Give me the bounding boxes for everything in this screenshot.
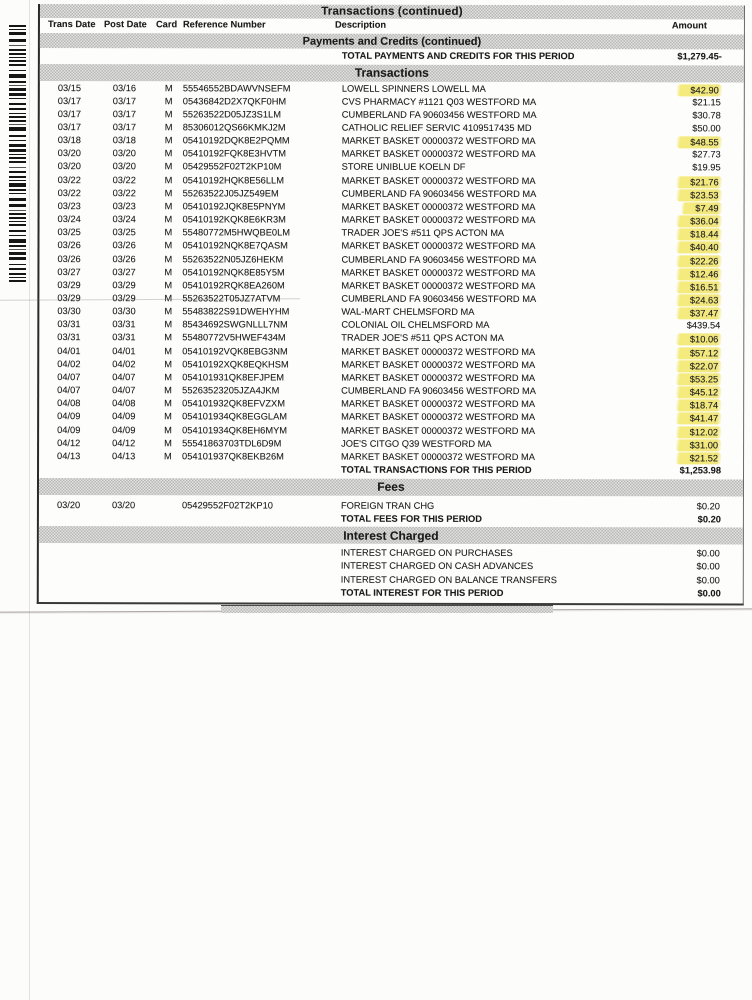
reference-number: 05429552F02T2KP10 <box>181 499 273 511</box>
amount-highlighted: $37.47 <box>676 307 721 319</box>
description: MARKET BASKET 00000372 WESTFORD MA <box>341 398 536 410</box>
amount <box>676 400 721 412</box>
trans-date: 03/20 <box>57 148 81 159</box>
amount <box>676 255 721 267</box>
post-date: 03/18 <box>112 135 136 146</box>
post-date: 04/02 <box>112 358 136 369</box>
amount-value: $0.00 <box>696 574 720 585</box>
description: JOE'S CITGO Q39 WESTFORD MA <box>341 438 492 449</box>
trans-date: 03/17 <box>57 108 82 119</box>
reference-number: 55483822S91DWEHYHM <box>182 306 290 317</box>
post-date: 03/22 <box>112 187 136 198</box>
description: MARKET BASKET 00000372 WESTFORD MA <box>341 412 536 423</box>
card-code: M <box>164 319 173 330</box>
reference-number: 55263522D05JZ3S1LM <box>182 109 281 120</box>
trans-date: 03/31 <box>57 332 81 343</box>
amount <box>676 360 721 372</box>
reference-number: 054101934QK8EH6MYM <box>182 424 288 436</box>
amount-highlighted: $16.51 <box>676 281 721 293</box>
reference-number: 05410192KQK8E6KR3M <box>182 214 286 225</box>
card-code: M <box>164 109 173 120</box>
card-code: M <box>164 201 173 212</box>
reference-number: 55541863703TDL6D9M <box>182 438 282 449</box>
amount <box>676 452 721 464</box>
post-date: 03/20 <box>112 161 136 172</box>
description: FOREIGN TRAN CHG <box>340 500 435 511</box>
amount <box>676 307 721 319</box>
amount-highlighted: $12.02 <box>676 426 721 438</box>
trans-date: 04/12 <box>57 437 81 448</box>
interest-total-label: TOTAL INTEREST FOR THIS PERIOD <box>340 587 504 598</box>
description: MARKET BASKET 00000372 WESTFORD MA <box>341 451 536 462</box>
reference-number: 054101931QK8EFJPEM <box>182 372 285 383</box>
amount <box>676 268 721 280</box>
card-code: M <box>164 240 173 251</box>
amount-highlighted: $12.46 <box>676 268 721 280</box>
description: MARKET BASKET 00000372 WESTFORD MA <box>341 241 536 252</box>
trans-date: 03/27 <box>57 266 81 277</box>
reference-number: 054101932QK8EFVZXM <box>182 398 286 409</box>
trans-date: 03/26 <box>57 253 81 264</box>
post-date: 03/31 <box>112 319 136 330</box>
trans-date: 03/29 <box>57 279 81 290</box>
card-code: M <box>164 188 173 199</box>
post-date: 04/01 <box>112 345 136 356</box>
reference-number: 054101934QK8EGGLAM <box>182 411 288 422</box>
post-date: 04/12 <box>112 437 136 448</box>
section-heading-payments: Payments and Credits (continued) <box>40 33 744 49</box>
trans-date: 04/07 <box>57 371 81 383</box>
amount <box>686 321 722 331</box>
amount <box>691 163 721 173</box>
card-code: M <box>164 359 173 370</box>
section-heading-fees: Fees <box>39 478 743 496</box>
post-date: 03/20 <box>112 148 136 159</box>
description: LOWELL SPINNERS LOWELL MA <box>341 83 486 94</box>
description: CUMBERLAND FA 90603456 WESTFORD MA <box>341 254 537 265</box>
reference-number: 05429552F02T2KP10M <box>182 161 282 172</box>
reference-number: 05436842D2X7QKF0HM <box>182 95 287 107</box>
trans-date: 03/20 <box>57 161 81 172</box>
trans-date: 03/22 <box>57 174 81 185</box>
description: CUMBERLAND FA 90603456 WESTFORD MA <box>341 188 537 199</box>
reference-number: 05410192NQK8E85Y5M <box>182 266 285 278</box>
description: MARKET BASKET 00000372 WESTFORD MA <box>341 214 536 226</box>
trans-date: 03/23 <box>57 200 81 211</box>
amount <box>691 150 721 160</box>
amount <box>676 242 721 254</box>
trans-date: 03/24 <box>57 214 81 225</box>
trans-date: 04/02 <box>57 358 81 369</box>
post-date: 03/24 <box>112 214 136 225</box>
reference-number: 05410192XQK8EQKHSM <box>182 359 289 370</box>
card-code: M <box>164 161 173 172</box>
amount <box>676 136 721 148</box>
post-date: 03/27 <box>112 266 136 277</box>
trans-date: 03/30 <box>57 306 81 317</box>
amount <box>676 229 721 241</box>
reference-number: 05410192VQK8EBG3NM <box>182 345 288 357</box>
amount <box>691 97 721 107</box>
amount-highlighted: $45.12 <box>676 386 721 398</box>
page-title-text: Transactions (continued) <box>321 5 463 18</box>
card-code: M <box>164 385 172 396</box>
reference-number: 55546552BDAWVNSEFM <box>182 82 291 94</box>
post-date: 04/09 <box>112 424 136 435</box>
reference-number: 55263523205JZA4JKM <box>182 385 280 396</box>
reference-number: 55480772V5HWEF434M <box>182 332 286 343</box>
card-code: M <box>164 332 173 343</box>
transactions-total-row <box>39 463 743 478</box>
description: INTEREST CHARGED ON CASH ADVANCES <box>340 560 534 572</box>
trans-date: 03/29 <box>57 293 81 304</box>
column-header-row <box>40 18 744 33</box>
post-date: 03/16 <box>112 82 137 93</box>
amount <box>681 202 721 214</box>
reference-number: 05410192DQK8E2PQMM <box>182 135 290 146</box>
amount <box>676 426 721 438</box>
payments-total-label: TOTAL PAYMENTS AND CREDITS FOR THIS PERIOD <box>341 50 575 62</box>
amount-highlighted: $42.90 <box>676 84 721 96</box>
post-date: 03/20 <box>111 499 136 510</box>
amount <box>691 110 721 120</box>
amount <box>676 334 721 346</box>
amount-highlighted: $18.44 <box>676 229 721 241</box>
post-date: 03/17 <box>112 95 137 106</box>
amount <box>676 294 721 306</box>
card-code: M <box>164 306 173 317</box>
post-date: 04/07 <box>112 372 136 383</box>
amount-highlighted: $23.53 <box>676 189 721 201</box>
amount <box>676 215 721 227</box>
col-header-description: Description <box>334 19 387 30</box>
interest-list <box>39 546 743 587</box>
trans-date: 04/01 <box>57 345 81 356</box>
amount-highlighted: $18.74 <box>676 400 721 412</box>
amount <box>676 413 721 425</box>
reference-number: 05410192FQK8E3HVTM <box>182 148 287 159</box>
post-date: 03/25 <box>112 227 136 238</box>
amount <box>696 549 721 559</box>
amount <box>676 373 721 385</box>
trans-date: 03/31 <box>57 319 81 330</box>
interest-total-amount: $0.00 <box>697 588 721 599</box>
amount-highlighted: $21.52 <box>676 452 721 464</box>
reference-number: 05410192NQK8E7QASM <box>182 240 288 251</box>
card-code: M <box>164 135 173 146</box>
amount-value: $27.73 <box>692 149 721 160</box>
post-date: 03/29 <box>112 293 136 304</box>
amount-value: $0.00 <box>696 561 720 572</box>
transactions-list <box>39 82 744 465</box>
amount <box>676 189 721 201</box>
card-code: M <box>164 214 173 225</box>
trans-date: 04/09 <box>57 424 81 435</box>
post-date: 03/26 <box>112 253 136 264</box>
fees-total-label: TOTAL FEES FOR THIS PERIOD <box>340 513 482 524</box>
amount-highlighted: $22.26 <box>676 255 721 267</box>
reference-number: 55263522J05JZ549EM <box>182 188 279 199</box>
trans-date: 03/26 <box>57 240 81 251</box>
description: INTEREST CHARGED ON PURCHASES <box>340 547 513 559</box>
post-date: 03/31 <box>112 332 136 343</box>
description: MARKET BASKET 00000372 WESTFORD MA <box>341 267 536 278</box>
post-date: 03/17 <box>112 122 137 133</box>
description: MARKET BASKET 00000372 WESTFORD MA <box>341 175 536 186</box>
statement-table <box>37 4 745 606</box>
fees-total-amount: $0.20 <box>697 514 721 525</box>
amount-value: $21.15 <box>692 97 721 108</box>
trans-date: 03/22 <box>57 187 81 198</box>
reference-number: 05410192JQK8E5PNYM <box>182 201 286 212</box>
description: CUMBERLAND FA 90603456 WESTFORD MA <box>341 293 537 305</box>
description: STORE UNIBLUE KOELN DF <box>341 162 466 173</box>
amount <box>676 281 721 293</box>
transactions-total-label: TOTAL TRANSACTIONS FOR THIS PERIOD <box>341 464 532 476</box>
description: CATHOLIC RELIEF SERVIC 4109517435 MD <box>341 122 532 134</box>
col-header-reference: Reference Number <box>182 19 266 30</box>
description: MARKET BASKET 00000372 WESTFORD MA <box>341 346 536 357</box>
card-code: M <box>164 424 172 435</box>
post-date: 03/29 <box>112 280 136 291</box>
reference-number: 55263522N05JZ6HEKM <box>182 253 284 265</box>
reference-number: 05410192HQK8E56LLM <box>182 174 284 186</box>
card-code: M <box>164 266 173 277</box>
card-code: M <box>164 411 172 422</box>
col-header-trans-date: Trans Date <box>47 19 96 30</box>
description: WAL-MART CHELMSFORD MA <box>341 306 475 318</box>
post-date: 04/08 <box>112 398 136 409</box>
reference-number: 05410192RQK8EA260M <box>182 280 285 291</box>
card-code: M <box>164 372 172 383</box>
amount <box>696 501 721 511</box>
amount-highlighted: $36.04 <box>676 215 721 227</box>
card-code: M <box>164 437 172 448</box>
card-code: M <box>164 451 172 462</box>
post-date: 03/17 <box>112 108 137 120</box>
amount-highlighted: $40.40 <box>676 242 721 254</box>
scan-artifact-gray-band <box>221 605 553 613</box>
post-date: 04/07 <box>112 385 136 396</box>
amount-highlighted: $24.63 <box>676 294 721 306</box>
payments-total-amount: $1,279.45- <box>677 51 722 62</box>
card-code: M <box>164 345 173 356</box>
amount-value: $0.00 <box>696 548 720 559</box>
payments-total-row <box>40 49 744 64</box>
description: MARKET BASKET 00000372 WESTFORD MA <box>341 359 536 370</box>
description: MARKET BASKET 00000372 WESTFORD MA <box>341 425 536 436</box>
section-heading-transactions: Transactions <box>40 64 744 82</box>
amount-value: $19.95 <box>692 162 721 173</box>
trans-date: 04/08 <box>57 398 81 409</box>
trans-date: 03/15 <box>57 82 82 93</box>
trans-date: 04/13 <box>57 450 81 461</box>
trans-date: 03/20 <box>56 499 81 510</box>
section-heading-interest: Interest Charged <box>39 526 743 544</box>
col-header-amount: Amount <box>671 20 707 31</box>
post-date: 04/09 <box>112 411 136 422</box>
amount <box>676 439 721 451</box>
amount <box>676 176 721 188</box>
reference-number: 55480772M5HWQBE0LM <box>182 227 291 238</box>
card-code: M <box>164 174 173 185</box>
amount-value: $30.78 <box>692 110 721 121</box>
amount-highlighted: $48.55 <box>676 136 721 148</box>
amount-highlighted: $41.47 <box>676 413 721 425</box>
amount <box>676 347 721 359</box>
card-code: M <box>164 293 173 304</box>
amount-highlighted: $53.25 <box>676 373 721 385</box>
description: MARKET BASKET 00000372 WESTFORD MA <box>341 135 536 147</box>
card-code: M <box>164 280 173 291</box>
fees-total-row <box>39 512 743 527</box>
amount <box>676 84 721 96</box>
description: MARKET BASKET 00000372 WESTFORD MA <box>341 372 536 383</box>
amount <box>696 575 721 585</box>
card-code: M <box>164 227 173 238</box>
transactions-total-amount: $1,253.98 <box>679 465 722 476</box>
amount-value: $50.00 <box>692 123 721 134</box>
amount-highlighted: $21.76 <box>676 176 721 188</box>
amount <box>691 123 721 133</box>
amount-highlighted: $7.49 <box>681 202 721 214</box>
card-code: M <box>164 253 173 264</box>
description: CUMBERLAND FA 90603456 WESTFORD MA <box>341 385 536 397</box>
amount-highlighted: $10.06 <box>676 334 721 346</box>
trans-date: 03/17 <box>57 122 82 133</box>
paper-edge-line <box>29 0 30 1000</box>
amount-value: $439.54 <box>686 320 721 331</box>
post-date: 03/23 <box>112 201 136 212</box>
trans-date: 03/18 <box>57 135 81 146</box>
amount-highlighted: $57.12 <box>676 347 721 359</box>
barcode <box>9 25 26 287</box>
card-code: M <box>164 398 172 409</box>
description: TRADER JOE'S #511 QPS ACTON MA <box>341 333 504 344</box>
description: INTEREST CHARGED ON BALANCE TRANSFERS <box>340 574 557 585</box>
card-code: M <box>164 122 173 133</box>
card-code: M <box>164 82 173 93</box>
amount-highlighted: $31.00 <box>676 439 721 451</box>
reference-number: 55263522T05JZ7ATVM <box>182 293 281 304</box>
amount <box>676 386 721 398</box>
description: MARKET BASKET 00000372 WESTFORD MA <box>341 148 536 160</box>
card-code: M <box>164 148 173 159</box>
page-title <box>40 4 744 19</box>
post-date: 03/26 <box>112 240 136 251</box>
description: MARKET BASKET 00000372 WESTFORD MA <box>341 201 536 212</box>
description: MARKET BASKET 00000372 WESTFORD MA <box>341 280 536 291</box>
post-date: 03/22 <box>112 174 136 185</box>
trans-date: 04/07 <box>57 385 81 396</box>
description: COLONIAL OIL CHELMSFORD MA <box>341 319 490 331</box>
reference-number: 054101937QK8EKB26M <box>182 451 284 462</box>
trans-date: 03/17 <box>57 95 82 106</box>
trans-date: 03/25 <box>57 227 81 238</box>
amount <box>696 562 721 572</box>
description: CVS PHARMACY #1121 Q03 WESTFORD MA <box>341 96 537 107</box>
description: CUMBERLAND FA 90603456 WESTFORD MA <box>341 109 537 120</box>
post-date: 03/30 <box>112 306 136 317</box>
reference-number: 85306012QS66KMKJ2M <box>182 122 286 133</box>
card-code: M <box>164 95 173 106</box>
trans-date: 04/09 <box>57 411 81 422</box>
description: TRADER JOE'S #511 QPS ACTON MA <box>341 227 505 239</box>
amount-highlighted: $22.07 <box>676 360 721 372</box>
col-header-post-date: Post Date <box>103 19 147 30</box>
interest-total-row <box>39 586 743 601</box>
amount-value: $0.20 <box>696 500 720 511</box>
post-date: 04/13 <box>112 451 136 462</box>
reference-number: 85434692SWGNLLL7NM <box>182 319 288 330</box>
col-header-card: Card <box>155 19 178 30</box>
